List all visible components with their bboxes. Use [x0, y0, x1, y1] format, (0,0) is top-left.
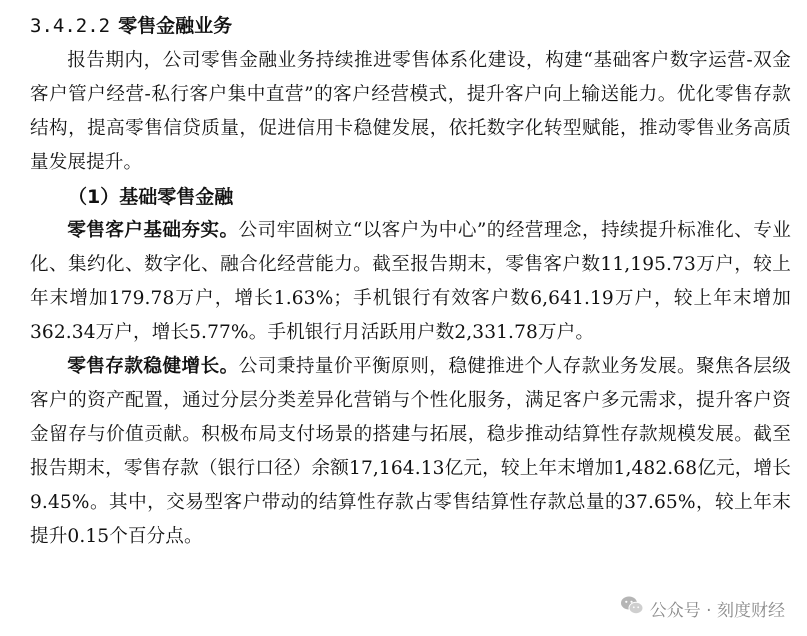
section-title: 零售金融业务: [118, 15, 233, 37]
paragraph-body: 公司秉持量价平衡原则，稳健推进个人存款业务发展。聚焦各层级客户的资产配置，通过分层分类差异化营销与个性化服务，满足客户多元需求，提升客户资金留存与价值贡献。积极布局支付场景的搭建与拓展，稳步推动结算性存款规模发展。截至报告期末，零售存款（银行口径）余额17,164.13亿元，较上年末增加1,482.68亿元，增长9.45%。其中，交易型客户带动的结算性存款占零售结算性存款总量的37.65%，较上年末提升0.15个百分点。: [30, 356, 791, 547]
paragraph-lead: 零售存款稳健增长。: [67, 356, 239, 377]
paragraph-deposits: [30, 350, 791, 554]
section-number: 3.4.2.2: [30, 15, 111, 37]
watermark-text: 公众号 · 刻度财经: [649, 601, 785, 621]
paragraph-customer-base: [30, 214, 791, 350]
wechat-icon: [620, 595, 644, 622]
intro-paragraph: 报告期内，公司零售金融业务持续推进零售体系化建设，构建“基础客户数字运营-双金客户管户经营-私行客户集中直营”的客户经营模式，提升客户向上输送能力。优化零售存款结构，提高零售信贷质量，促进信用卡稳健发展，依托数字化转型赋能，推动零售业务高质量发展提升。: [30, 50, 791, 173]
paragraph-lead: 零售客户基础夯实。: [67, 220, 239, 241]
paragraph-body: 公司牢固树立“以客户为中心”的经营理念，持续提升标准化、专业化、集约化、数字化、融合化经营能力。截至报告期末，零售客户数11,195.73万户，较上年末增加179.78万户，增长1.63%；手机银行有效客户数6,641.19万户，较上年末增加362.34万户，增长5.77%。手机银行月活跃用户数2,331.78万户。: [30, 220, 791, 343]
subsection-heading: （1）基础零售金融: [68, 186, 234, 208]
section-heading: [30, 12, 791, 40]
watermark: [620, 595, 785, 622]
